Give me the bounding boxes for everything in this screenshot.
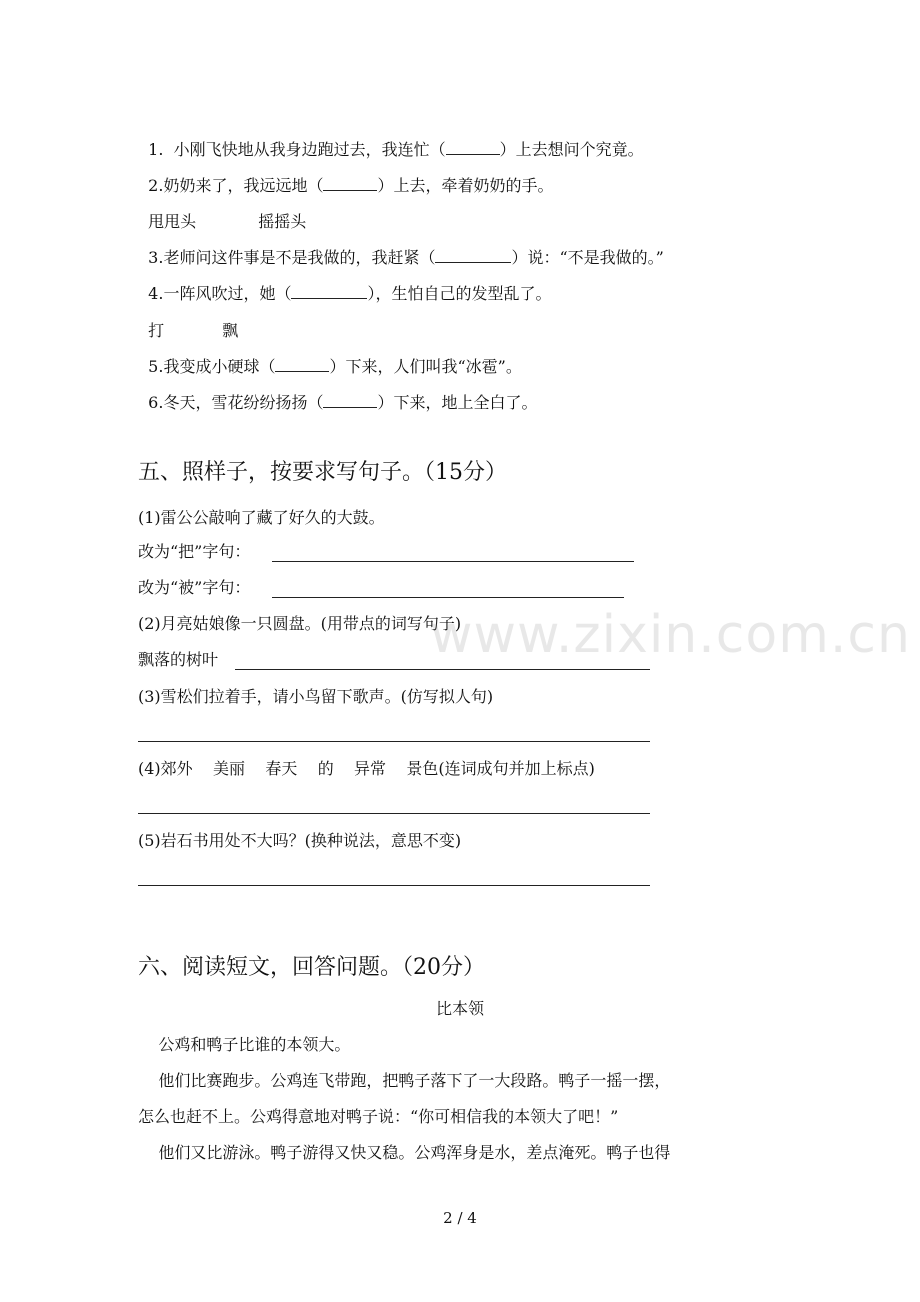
option-row-b xyxy=(138,301,238,341)
fill-q6 xyxy=(138,373,537,413)
ba-answer-line[interactable] xyxy=(272,561,634,562)
option-word: 甩甩头 xyxy=(148,212,197,231)
fill-q4 xyxy=(138,264,551,304)
story-paragraph-2-line-2: 怎么也赶不上。公鸡得意地对鸭子说：“你可相信我的本领大了吧！” xyxy=(138,1107,619,1126)
answer-blank[interactable] xyxy=(435,248,511,263)
story-paragraph-2-line-1: 他们比赛跑步。公鸡连飞带跑，把鸭子落下了一大段路。鸭子一摇一摆， xyxy=(138,1071,671,1090)
ba-sentence-label: 改为“把”字句： xyxy=(138,542,251,561)
story-paragraph-1: 公鸡和鸭子比谁的本领大。 xyxy=(138,1035,351,1054)
watermark: www.zixin.com.cn xyxy=(430,605,911,665)
fill-q2-text: 2.奶奶来了，我远远地（ xyxy=(148,176,324,195)
s5-answer-line[interactable] xyxy=(138,885,650,886)
story-paragraph-3: 他们又比游泳。鸭子游得又快又稳。公鸡浑身是水，差点淹死。鸭子也得 xyxy=(138,1143,671,1162)
fill-q5-text: 5.我变成小硬球（ xyxy=(148,357,276,376)
bei-sentence-label: 改为“被”字句： xyxy=(138,578,251,597)
section6-title: 六、阅读短文，回答问题。（20分） xyxy=(138,955,485,980)
fill-q4-text-after: ），生怕自己的发型乱了。 xyxy=(367,284,552,303)
answer-blank[interactable] xyxy=(323,176,377,191)
fill-q1-text: 1. 小刚飞快地从我身边跑过去，我连忙（ xyxy=(148,140,446,159)
answer-blank[interactable] xyxy=(291,284,367,299)
answer-blank[interactable] xyxy=(446,140,500,155)
fill-q4-text: 4.一阵风吹过，她（ xyxy=(148,284,292,303)
fill-q3 xyxy=(138,228,664,268)
sentence-5: (5)岩石书用处不大吗？(换种说法，意思不变) xyxy=(138,831,462,850)
page-number: 2 / 4 xyxy=(443,1209,477,1227)
fill-q2-text-after: ）上去，牵着奶奶的手。 xyxy=(377,176,554,195)
sentence-1: (1)雷公公敲响了藏了好久的大鼓。 xyxy=(138,508,385,527)
answer-blank[interactable] xyxy=(323,393,377,408)
section5-title: 五、照样子，按要求写句子。（15分） xyxy=(138,460,507,485)
fill-q6-text-after: ）下来，地上全白了。 xyxy=(377,393,538,412)
sentence-2: (2)月亮姑娘像一只圆盘。(用带点的词写句子) xyxy=(138,614,462,633)
sentence-2-prompt: 飘落的树叶 xyxy=(138,650,219,669)
fill-q1-text-after: ）上去想问个究竟。 xyxy=(499,140,644,159)
fill-q5 xyxy=(138,337,522,377)
story-title: 比本领 xyxy=(435,999,484,1018)
sentence-3: (3)雪松们拉着手，请小鸟留下歌声。(仿写拟人句) xyxy=(138,687,494,706)
option-word: 飘 xyxy=(222,321,239,340)
fill-q3-text-after: ）说：“不是我做的。” xyxy=(511,248,664,267)
fill-q1 xyxy=(138,120,644,160)
option-word: 打 xyxy=(148,321,165,340)
s3-answer-line[interactable] xyxy=(138,741,650,742)
s2-answer-line[interactable] xyxy=(235,669,650,670)
answer-blank[interactable] xyxy=(275,357,329,372)
bei-answer-line[interactable] xyxy=(272,597,624,598)
fill-q5-text-after: ）下来，人们叫我“冰雹”。 xyxy=(329,357,522,376)
fill-q3-text: 3.老师问这件事是不是我做的，我赶紧（ xyxy=(148,248,436,267)
sentence-4: (4)郊外 美丽 春天 的 异常 景色(连词成句并加上标点) xyxy=(138,759,595,778)
option-row-a xyxy=(138,192,306,232)
fill-q6-text: 6.冬天，雪花纷纷扬扬（ xyxy=(148,393,324,412)
s4-answer-line[interactable] xyxy=(138,813,650,814)
option-word: 摇摇头 xyxy=(258,212,307,231)
fill-q2 xyxy=(138,156,553,196)
